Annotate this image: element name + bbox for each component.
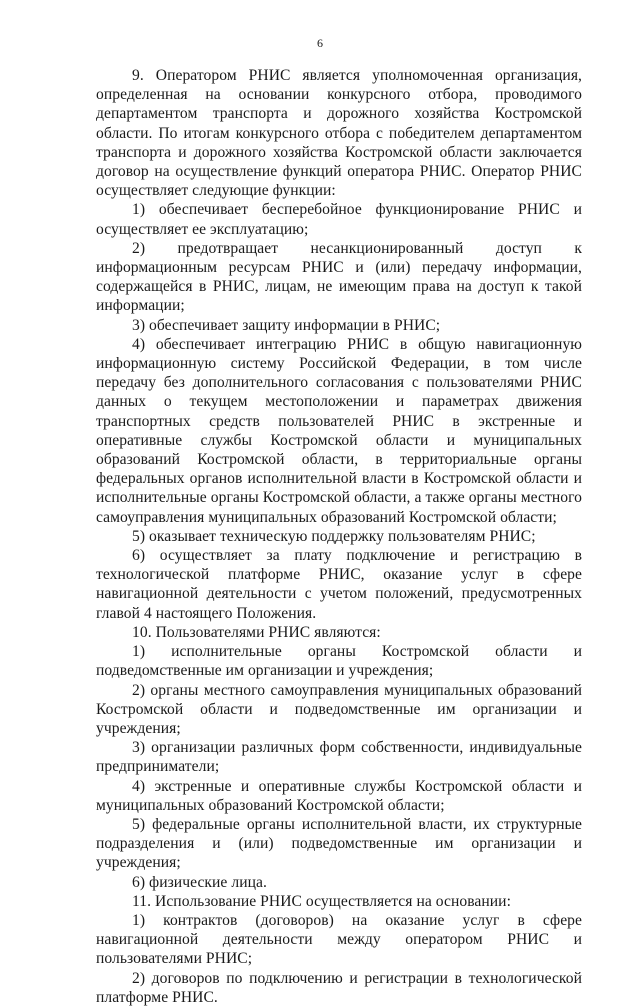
list-item-user-4: 4) экстренные и оперативные службы Костромской области и муниципальных образований Костромской области; <box>96 777 582 814</box>
paragraph-9-operator: 9. Оператором РНИС является уполномоченная организация, определенная на основании конкурсного отбора, проводимого департаментом транспорта и дорожного хозяйства Костромской области. По итогам конкурсного отбора с победителем департаментом транспорта и дорожного хозяйства Костромской области заключается договор на осуществление функций оператора РНИС. Оператор РНИС осуществляет следующие функции: <box>96 67 582 200</box>
list-item-function-5: 5) оказывает техническую поддержку пользователям РНИС; <box>132 527 536 545</box>
list-item-basis-2: 2) договоров по подключению и регистрации в технологической платформе РНИС. <box>96 969 582 1006</box>
list-item-function-4: 4) обеспечивает интеграцию РНИС в общую навигационную информационную систему Российской Федерации, в том числе передачу без дополнительного согласования с пользователями РНИС данных о текущем местоположении и параметрах движения транспортных средств пользователей РНИС в экстренные и оперативные службы Костромской области и муниципальных образований Костромской области, в территориальные органы федеральных органов исполнительной власти в Костромской области и исполнительные органы Костромской области, а также органы местного самоуправления муниципальных образований Костромской области; <box>96 335 582 526</box>
list-item-function-2: 2) предотвращает несанкционированный доступ к информационным ресурсам РНИС и (или) передачу информации, содержащейся в РНИС, лицам, не имеющим права на доступ к такой информации; <box>96 239 582 315</box>
list-item-basis-1: 1) контрактов (договоров) на оказание услуг в сфере навигационной деятельности между оператором РНИС и пользователями РНИС; <box>96 911 582 968</box>
paragraph-10-users: 10. Пользователями РНИС являются: <box>132 623 381 641</box>
paragraph-11-usage: 11. Использование РНИС осуществляется на основании: <box>132 892 511 910</box>
list-item-user-1: 1) исполнительные органы Костромской области и подведомственные им организации и учреждения; <box>96 643 582 680</box>
list-item-user-5: 5) федеральные органы исполнительной власти, их структурные подразделения и (или) подведомственные им организации и учреждения; <box>96 815 582 872</box>
list-item-function-6: 6) осуществляет за плату подключение и регистрацию в технологической платформе РНИС, оказание услуг в сфере навигационной деятельности с учетом положений, предусмотренных главой 4 настоящего Положения. <box>96 547 582 622</box>
list-item-user-6: 6) физические лица. <box>132 873 267 891</box>
list-item-function-1: 1) обеспечивает бесперебойное функционирование РНИС и осуществляет ее эксплуатацию; <box>96 201 582 238</box>
list-item-user-2: 2) органы местного самоуправления муниципальных образований Костромской области и подведомственные им организации и учреждения; <box>96 681 582 737</box>
list-item-function-3: 3) обеспечивает защиту информации в РНИС; <box>132 316 441 334</box>
list-item-user-3: 3) организации различных форм собственности, индивидуальные предприниматели; <box>96 739 582 776</box>
document-body <box>96 66 582 1007</box>
page-number: 6 <box>317 36 323 50</box>
